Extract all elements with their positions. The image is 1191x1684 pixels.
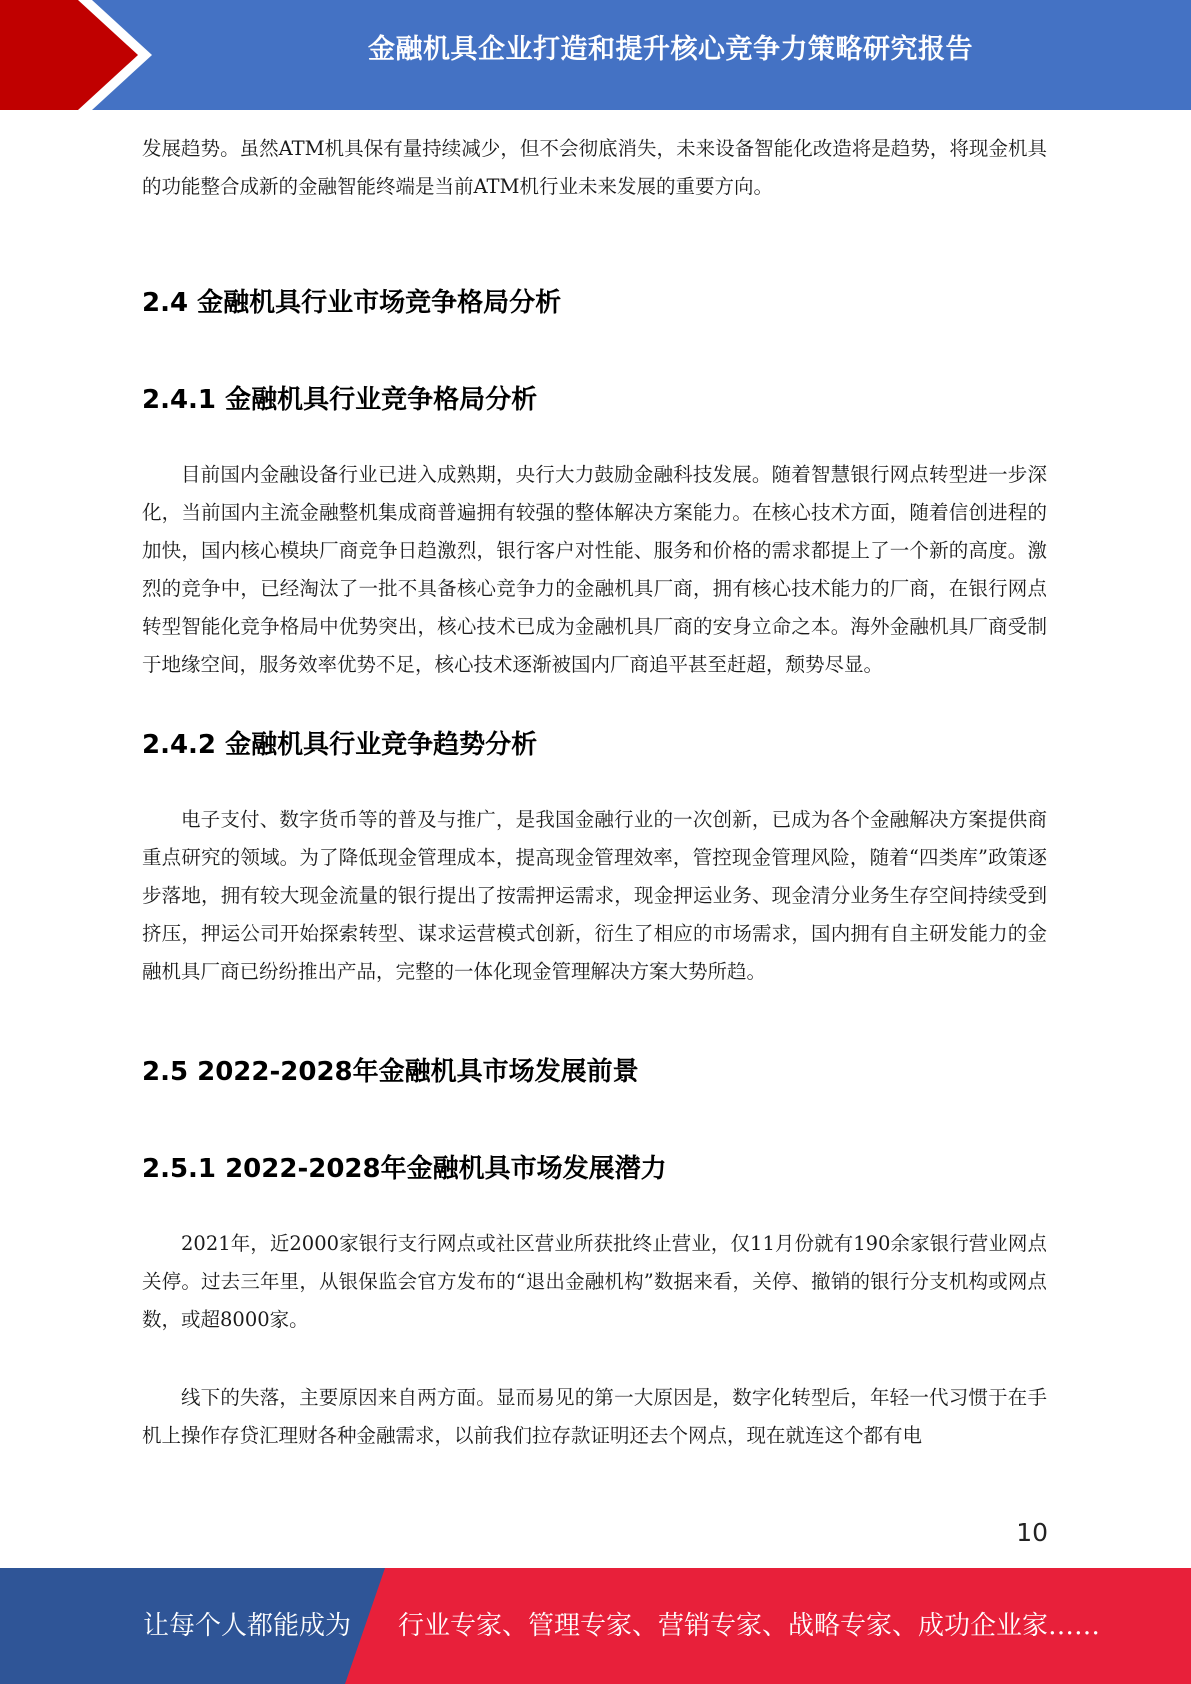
document-body xyxy=(142,130,1047,1455)
report-title: 金融机具企业打造和提升核心竞争力策略研究报告 xyxy=(368,34,973,65)
header-chevron-decoration xyxy=(0,0,160,110)
section-2-4-2-paragraph: 电子支付、数字货币等的普及与推广，是我国金融行业的一次创新，已成为各个金融解决方案提供商重点研究的领域。为了降低现金管理成本，提高现金管理效率，管控现金管理风险，随着“四类库”政策逐步落地，拥有较大现金流量的银行提出了按需押运需求，现金押运业务、现金清分业务生存空间持续受到挤压，押运公司开始探索转型、谋求运营模式创新，衍生了相应的市场需求，国内拥有自主研发能力的金融机具厂商已纷纷推出产品，完整的一体化现金管理解决方案大势所趋。 xyxy=(142,808,1047,983)
section-2-4-1-heading: 2.4.1 金融机具行业竞争格局分析 xyxy=(142,385,538,415)
section-2-5-1-paragraph-1: 2021年，近2000家银行支行网点或社区营业所获批终止营业，仅11月份就有190余家银行营业网点关停。过去三年里，从银保监会官方发布的“退出金融机构”数据来看，关停、撤销的银行分支机构或网点数，或超8000家。 xyxy=(142,1232,1047,1331)
footer-slogan-right: 行业专家、管理专家、营销专家、战略专家、成功企业家…… xyxy=(398,1611,1101,1641)
section-2-4-2-heading: 2.4.2 金融机具行业竞争趋势分析 xyxy=(142,730,538,760)
page-footer xyxy=(0,1568,1191,1684)
footer-slogan-left: 让每个人都能成为 xyxy=(143,1611,352,1641)
page-number: 10 xyxy=(1016,1518,1048,1547)
section-2-5-1-paragraph-2: 线下的失落，主要原因来自两方面。显而易见的第一大原因是，数字化转型后，年轻一代习惯于在手机上操作存贷汇理财各种金融需求，以前我们拉存款证明还去个网点，现在就连这个都有电 xyxy=(142,1386,1047,1447)
page-header xyxy=(0,0,1191,110)
section-2-5-1-heading: 2.5.1 2022-2028年金融机具市场发展潜力 xyxy=(142,1154,667,1184)
section-2-4-heading: 2.4 金融机具行业市场竞争格局分析 xyxy=(142,288,562,318)
section-2-5-heading: 2.5 2022-2028年金融机具市场发展前景 xyxy=(142,1057,639,1087)
intro-paragraph: 发展趋势。虽然ATM机具保有量持续减少，但不会彻底消失，未来设备智能化改造将是趋势，将现金机具的功能整合成新的金融智能终端是当前ATM机行业未来发展的重要方向。 xyxy=(142,137,1047,198)
section-2-4-1-paragraph: 目前国内金融设备行业已进入成熟期，央行大力鼓励金融科技发展。随着智慧银行网点转型进一步深化，当前国内主流金融整机集成商普遍拥有较强的整体解决方案能力。在核心技术方面，随着信创进程的加快，国内核心模块厂商竞争日趋激烈，银行客户对性能、服务和价格的需求都提上了一个新的高度。激烈的竞争中，已经淘汰了一批不具备核心竞争力的金融机具厂商，拥有核心技术能力的厂商，在银行网点转型智能化竞争格局中优势突出，核心技术已成为金融机具厂商的安身立命之本。海外金融机具厂商受制于地缘空间，服务效率优势不足，核心技术逐渐被国内厂商追平甚至赶超，颓势尽显。 xyxy=(142,463,1047,676)
